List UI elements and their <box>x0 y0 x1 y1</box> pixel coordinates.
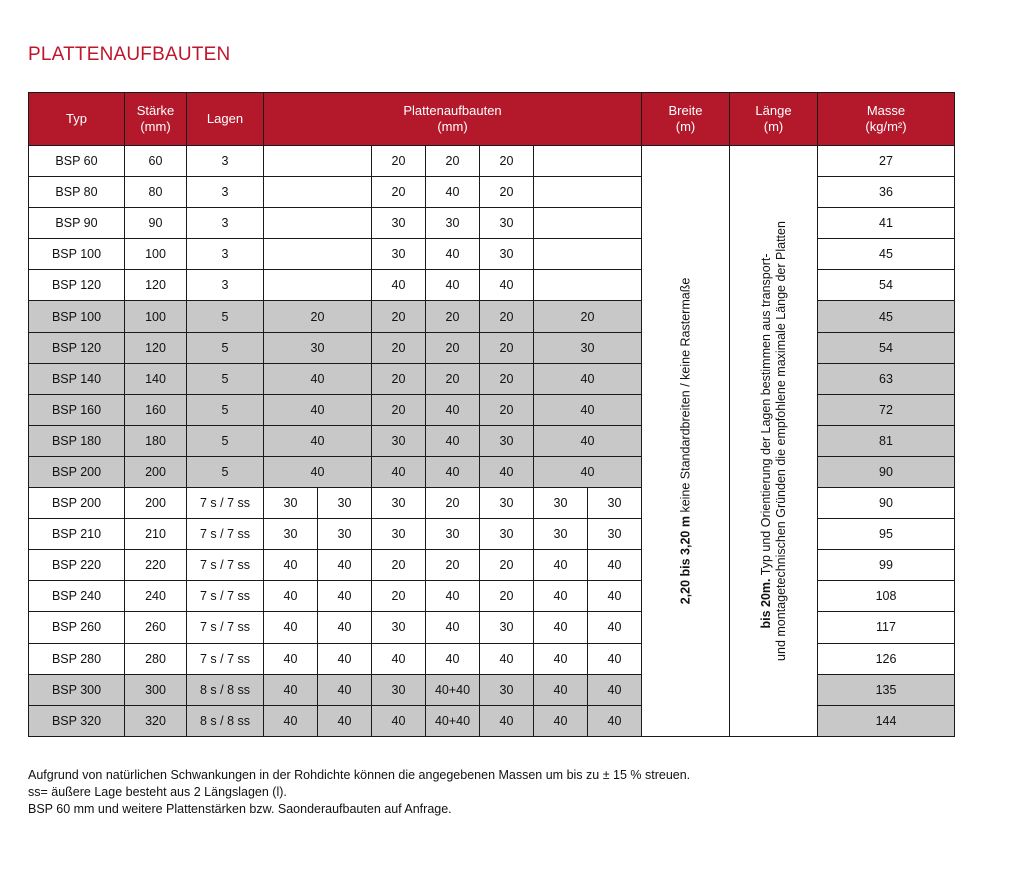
cell-staerke: 200 <box>125 456 187 487</box>
footnote: Aufgrund von natürlichen Schwankungen in der Rohdichte können die angegebenen Massen um bis zu ± 15 % streuen. <box>28 768 691 782</box>
cell-layer: 20 <box>372 301 426 332</box>
cell-layer: 30 <box>318 519 372 550</box>
cell-staerke: 240 <box>125 581 187 612</box>
cell-layer: 40 <box>264 456 372 487</box>
page-title: PLATTENAUFBAUTEN <box>28 44 231 65</box>
cell-staerke: 80 <box>125 177 187 208</box>
cell-layer: 20 <box>372 332 426 363</box>
cell-layer: 40 <box>534 456 642 487</box>
cell-staerke: 280 <box>125 643 187 674</box>
cell-layer <box>264 177 372 208</box>
cell-layer: 30 <box>426 208 480 239</box>
cell-layer: 20 <box>480 363 534 394</box>
cell-masse: 81 <box>818 425 955 456</box>
cell-layer: 20 <box>426 488 480 519</box>
cell-layer: 40 <box>588 612 642 643</box>
cell-layer: 30 <box>480 425 534 456</box>
cell-layer: 30 <box>480 208 534 239</box>
cell-layer: 30 <box>372 208 426 239</box>
cell-lagen: 3 <box>187 208 264 239</box>
cell-staerke: 180 <box>125 425 187 456</box>
cell-layer: 40 <box>480 456 534 487</box>
cell-lagen: 5 <box>187 363 264 394</box>
cell-masse: 135 <box>818 674 955 705</box>
cell-masse: 95 <box>818 519 955 550</box>
cell-lagen: 5 <box>187 332 264 363</box>
cell-layer: 40 <box>480 270 534 301</box>
footnote: ss= äußere Lage besteht aus 2 Längslagen (l). <box>28 785 287 799</box>
cell-masse: 144 <box>818 705 955 736</box>
cell-staerke: 120 <box>125 332 187 363</box>
cell-lagen: 3 <box>187 239 264 270</box>
cell-layer: 40 <box>534 581 588 612</box>
header-lagen: Lagen <box>187 93 264 146</box>
cell-layer: 20 <box>480 332 534 363</box>
cell-typ: BSP 200 <box>29 456 125 487</box>
cell-layer: 40 <box>264 394 372 425</box>
cell-layer: 40 <box>426 612 480 643</box>
cell-layer <box>534 146 642 177</box>
cell-layer: 40 <box>534 612 588 643</box>
cell-staerke: 160 <box>125 394 187 425</box>
cell-typ: BSP 210 <box>29 519 125 550</box>
cell-layer: 40 <box>588 643 642 674</box>
cell-layer: 30 <box>264 332 372 363</box>
cell-masse: 27 <box>818 146 955 177</box>
cell-layer: 30 <box>318 488 372 519</box>
cell-layer: 40 <box>264 705 318 736</box>
cell-layer: 30 <box>372 239 426 270</box>
cell-staerke: 120 <box>125 270 187 301</box>
cell-lagen: 5 <box>187 456 264 487</box>
cell-lagen: 7 s / 7 ss <box>187 550 264 581</box>
cell-layer: 40 <box>426 425 480 456</box>
cell-lagen: 3 <box>187 270 264 301</box>
cell-layer: 20 <box>372 394 426 425</box>
cell-lagen: 5 <box>187 301 264 332</box>
laenge-note: bis 20m. Typ und Orientierung der Lagen bestimmen aus transport- und montagetechnischen Gründen die empfohlene maximale Länge der Platten <box>758 220 788 661</box>
cell-staerke: 100 <box>125 301 187 332</box>
cell-laenge-note <box>730 146 818 737</box>
cell-layer: 40 <box>372 270 426 301</box>
cell-layer: 40 <box>264 643 318 674</box>
cell-masse: 36 <box>818 177 955 208</box>
cell-lagen: 8 s / 8 ss <box>187 705 264 736</box>
cell-lagen: 3 <box>187 146 264 177</box>
header-laenge: Länge (m) <box>730 93 818 146</box>
cell-layer: 40 <box>534 643 588 674</box>
cell-layer: 40 <box>480 705 534 736</box>
cell-layer: 40 <box>588 674 642 705</box>
cell-layer: 20 <box>372 581 426 612</box>
cell-masse: 126 <box>818 643 955 674</box>
cell-layer <box>264 208 372 239</box>
cell-layer <box>534 208 642 239</box>
header-typ: Typ <box>29 93 125 146</box>
cell-layer: 30 <box>372 612 426 643</box>
cell-layer: 20 <box>480 146 534 177</box>
cell-layer: 30 <box>588 488 642 519</box>
cell-layer: 20 <box>426 301 480 332</box>
cell-layer: 40 <box>534 425 642 456</box>
cell-typ: BSP 260 <box>29 612 125 643</box>
cell-typ: BSP 180 <box>29 425 125 456</box>
cell-layer: 40 <box>588 550 642 581</box>
cell-masse: 41 <box>818 208 955 239</box>
header-staerke: Stärke (mm) <box>125 93 187 146</box>
cell-layer: 40 <box>426 581 480 612</box>
cell-layer: 30 <box>372 674 426 705</box>
cell-lagen: 7 s / 7 ss <box>187 612 264 643</box>
cell-layer: 30 <box>372 488 426 519</box>
cell-layer: 40 <box>264 425 372 456</box>
cell-masse: 63 <box>818 363 955 394</box>
table-header-row <box>29 93 955 146</box>
cell-layer <box>264 270 372 301</box>
cell-staerke: 320 <box>125 705 187 736</box>
cell-layer: 40 <box>318 581 372 612</box>
cell-layer: 40 <box>426 643 480 674</box>
table-row <box>29 146 955 177</box>
cell-masse: 54 <box>818 332 955 363</box>
cell-layer: 20 <box>480 301 534 332</box>
cell-layer: 40 <box>534 394 642 425</box>
cell-staerke: 140 <box>125 363 187 394</box>
cell-layer: 40 <box>372 705 426 736</box>
cell-breite-note <box>642 146 730 737</box>
cell-lagen: 7 s / 7 ss <box>187 643 264 674</box>
cell-layer: 20 <box>426 332 480 363</box>
cell-typ: BSP 200 <box>29 488 125 519</box>
cell-typ: BSP 60 <box>29 146 125 177</box>
cell-typ: BSP 120 <box>29 270 125 301</box>
cell-layer: 20 <box>426 146 480 177</box>
cell-layer <box>534 177 642 208</box>
cell-layer: 40+40 <box>426 674 480 705</box>
cell-layer: 40 <box>480 643 534 674</box>
cell-layer: 20 <box>426 363 480 394</box>
cell-masse: 72 <box>818 394 955 425</box>
cell-typ: BSP 100 <box>29 239 125 270</box>
cell-layer: 40 <box>426 394 480 425</box>
cell-layer: 30 <box>264 488 318 519</box>
cell-typ: BSP 220 <box>29 550 125 581</box>
cell-layer: 40 <box>318 550 372 581</box>
cell-typ: BSP 120 <box>29 332 125 363</box>
cell-layer <box>534 270 642 301</box>
footnote: BSP 60 mm und weitere Plattenstärken bzw. Saonderaufbauten auf Anfrage. <box>28 802 452 816</box>
cell-masse: 90 <box>818 456 955 487</box>
cell-typ: BSP 80 <box>29 177 125 208</box>
cell-layer: 20 <box>372 146 426 177</box>
cell-lagen: 5 <box>187 425 264 456</box>
cell-layer: 40 <box>534 705 588 736</box>
cell-layer: 20 <box>534 301 642 332</box>
cell-masse: 54 <box>818 270 955 301</box>
header-breite: Breite (m) <box>642 93 730 146</box>
cell-layer: 30 <box>534 332 642 363</box>
cell-typ: BSP 100 <box>29 301 125 332</box>
cell-layer: 40 <box>426 177 480 208</box>
cell-layer: 40 <box>318 643 372 674</box>
cell-staerke: 220 <box>125 550 187 581</box>
cell-layer: 40 <box>264 581 318 612</box>
cell-layer: 30 <box>480 519 534 550</box>
cell-layer: 30 <box>588 519 642 550</box>
cell-layer: 40 <box>588 705 642 736</box>
cell-lagen: 8 s / 8 ss <box>187 674 264 705</box>
cell-masse: 90 <box>818 488 955 519</box>
cell-layer: 40 <box>264 363 372 394</box>
cell-staerke: 300 <box>125 674 187 705</box>
footnotes <box>28 767 690 818</box>
cell-layer: 40 <box>264 550 318 581</box>
breite-note: 2,20 bis 3,20 m keine Standardbreiten / keine Rastermaße <box>678 277 692 605</box>
cell-layer: 20 <box>480 550 534 581</box>
cell-staerke: 60 <box>125 146 187 177</box>
cell-layer: 30 <box>534 488 588 519</box>
header-plattenaufbauten: Plattenaufbauten (mm) <box>264 93 642 146</box>
cell-layer: 40 <box>534 674 588 705</box>
plate-structure-table <box>28 92 955 737</box>
cell-masse: 45 <box>818 239 955 270</box>
cell-layer: 40 <box>264 612 318 643</box>
cell-layer: 30 <box>372 519 426 550</box>
cell-typ: BSP 320 <box>29 705 125 736</box>
cell-layer: 30 <box>426 519 480 550</box>
cell-layer: 40 <box>534 363 642 394</box>
cell-layer: 20 <box>264 301 372 332</box>
cell-lagen: 5 <box>187 394 264 425</box>
cell-masse: 99 <box>818 550 955 581</box>
cell-typ: BSP 90 <box>29 208 125 239</box>
cell-typ: BSP 160 <box>29 394 125 425</box>
cell-layer: 40 <box>426 456 480 487</box>
cell-layer: 20 <box>372 550 426 581</box>
header-masse: Masse (kg/m²) <box>818 93 955 146</box>
cell-typ: BSP 240 <box>29 581 125 612</box>
table-body <box>29 146 955 737</box>
cell-layer: 40 <box>534 550 588 581</box>
cell-typ: BSP 280 <box>29 643 125 674</box>
cell-lagen: 7 s / 7 ss <box>187 519 264 550</box>
cell-staerke: 210 <box>125 519 187 550</box>
cell-layer: 20 <box>480 394 534 425</box>
cell-layer <box>264 146 372 177</box>
cell-staerke: 90 <box>125 208 187 239</box>
cell-layer: 40 <box>318 612 372 643</box>
cell-layer: 30 <box>480 488 534 519</box>
cell-layer: 40 <box>264 674 318 705</box>
cell-typ: BSP 140 <box>29 363 125 394</box>
cell-layer: 30 <box>480 674 534 705</box>
cell-layer: 40 <box>318 705 372 736</box>
cell-lagen: 3 <box>187 177 264 208</box>
cell-masse: 108 <box>818 581 955 612</box>
cell-layer <box>264 239 372 270</box>
cell-layer: 20 <box>372 363 426 394</box>
cell-layer: 40 <box>372 643 426 674</box>
cell-lagen: 7 s / 7 ss <box>187 488 264 519</box>
cell-layer <box>534 239 642 270</box>
cell-layer: 30 <box>372 425 426 456</box>
cell-staerke: 260 <box>125 612 187 643</box>
cell-masse: 117 <box>818 612 955 643</box>
cell-layer: 20 <box>480 581 534 612</box>
cell-layer: 20 <box>372 177 426 208</box>
cell-layer: 40 <box>426 239 480 270</box>
cell-layer: 40 <box>318 674 372 705</box>
cell-layer: 30 <box>480 239 534 270</box>
cell-lagen: 7 s / 7 ss <box>187 581 264 612</box>
cell-layer: 40 <box>372 456 426 487</box>
cell-layer: 40 <box>426 270 480 301</box>
cell-layer: 40+40 <box>426 705 480 736</box>
cell-layer: 20 <box>426 550 480 581</box>
cell-staerke: 100 <box>125 239 187 270</box>
cell-layer: 30 <box>534 519 588 550</box>
cell-typ: BSP 300 <box>29 674 125 705</box>
cell-layer: 30 <box>264 519 318 550</box>
cell-masse: 45 <box>818 301 955 332</box>
cell-staerke: 200 <box>125 488 187 519</box>
cell-layer: 20 <box>480 177 534 208</box>
cell-layer: 40 <box>588 581 642 612</box>
cell-layer: 30 <box>480 612 534 643</box>
